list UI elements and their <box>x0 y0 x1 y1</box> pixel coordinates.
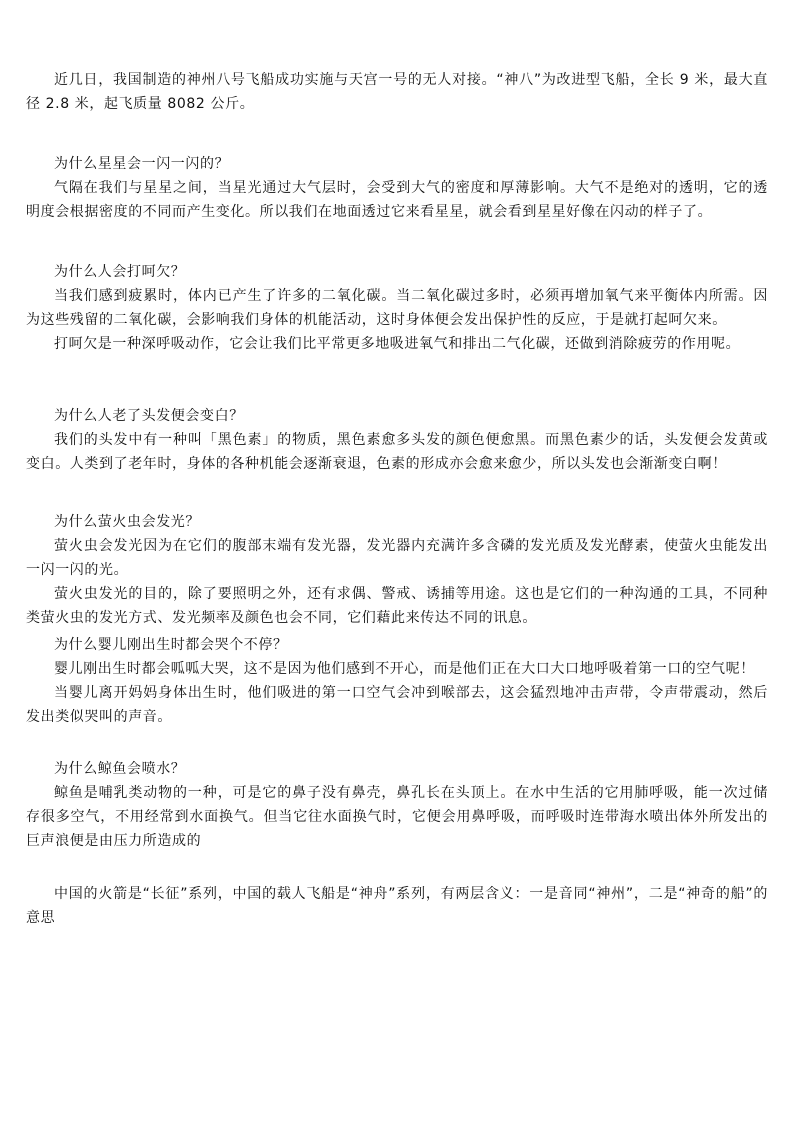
closing-paragraph: 中国的火箭是“长征”系列，中国的载人飞船是“神舟”系列，有两层含义：一是音同“神州”，二是“神奇的船”的意思 <box>26 886 768 926</box>
intro-block <box>26 68 768 116</box>
section-question: 为什么人老了头发便会变白？ <box>54 408 244 424</box>
section-question: 为什么萤火虫会发光？ <box>54 514 200 530</box>
section-paragraph: 打呵欠是一种深呼吸动作，它会让我们比平常更多地吸进氧气和排出二气化碳，还做到消除疲劳的作用呢。 <box>54 336 741 352</box>
section-white-hair <box>26 404 768 476</box>
section-firefly <box>26 510 768 630</box>
section-baby <box>26 633 768 729</box>
section-question: 为什么星星会一闪一闪的？ <box>54 156 230 172</box>
section-yawn <box>26 260 768 356</box>
section-stars <box>26 152 768 224</box>
section-question: 为什么鲸鱼会喷水？ <box>54 761 186 777</box>
closing-block <box>26 882 768 930</box>
section-paragraph: 萤火虫会发光因为在它们的腹部末端有发光器，发光器内充满许多含磷的发光质及发光酵素，使萤火虫能发出一闪一闪的光。 <box>26 538 768 578</box>
section-paragraph: 萤火虫发光的目的，除了要照明之外，还有求偶、警戒、诱捕等用途。这也是它们的一种沟通的工具，不同种类萤火虫的发光方式、发光频率及颜色也会不同，它们藉此来传达不同的讯息。 <box>26 586 768 626</box>
intro-paragraph: 近几日，我国制造的神州八号飞船成功实施与天宫一号的无人对接。“神八”为改进型飞船，全长 9 米，最大直径 2.8 米，起飞质量 8082 公斤。 <box>26 72 768 112</box>
section-whale <box>26 757 768 853</box>
section-question: 为什么人会打呵欠？ <box>54 264 186 280</box>
section-paragraph: 当婴儿离开妈妈身体出生时，他们吸进的第一口空气会冲到喉部去，这会猛烈地冲击声带，令声带震动，然后发出类似哭叫的声音。 <box>26 685 768 725</box>
section-paragraph: 婴儿刚出生时都会呱呱大哭，这不是因为他们感到不开心，而是他们正在大口大口地呼吸着第一口的空气呢！ <box>54 661 755 677</box>
section-paragraph: 当我们感到疲累时，体内已产生了许多的二氧化碳。当二氧化碳过多时，必须再增加氧气来平衡体内所需。因为这些残留的二氧化碳，会影响我们身体的机能活动，这时身体便会发出保护性的反应，于是就打起呵欠来。 <box>26 288 768 328</box>
section-paragraph: 气隔在我们与星星之间，当星光通过大气层时，会受到大气的密度和厚薄影响。大气不是绝对的透明，它的透明度会根据密度的不同而产生变化。所以我们在地面透过它来看星星，就会看到星星好像在闪动的样子了。 <box>26 180 768 220</box>
section-paragraph: 我们的头发中有一种叫「黑色素」的物质，黑色素愈多头发的颜色便愈黑。而黑色素少的话，头发便会发黄或变白。人类到了老年时，身体的各种机能会逐渐衰退，色素的形成亦会愈来愈少，所以头发也会渐渐变白啊！ <box>26 432 768 472</box>
section-question: 为什么婴儿刚出生时都会哭个不停？ <box>54 637 288 653</box>
section-paragraph: 鲸鱼是哺乳类动物的一种，可是它的鼻子没有鼻壳，鼻孔长在头顶上。在水中生活的它用肺呼吸，能一次过储存很多空气，不用经常到水面换气。但当它往水面换气时，它便会用鼻呼吸，而呼吸时连带海水喷出体外所发出的巨声浪便是由压力所造成的 <box>26 785 768 849</box>
